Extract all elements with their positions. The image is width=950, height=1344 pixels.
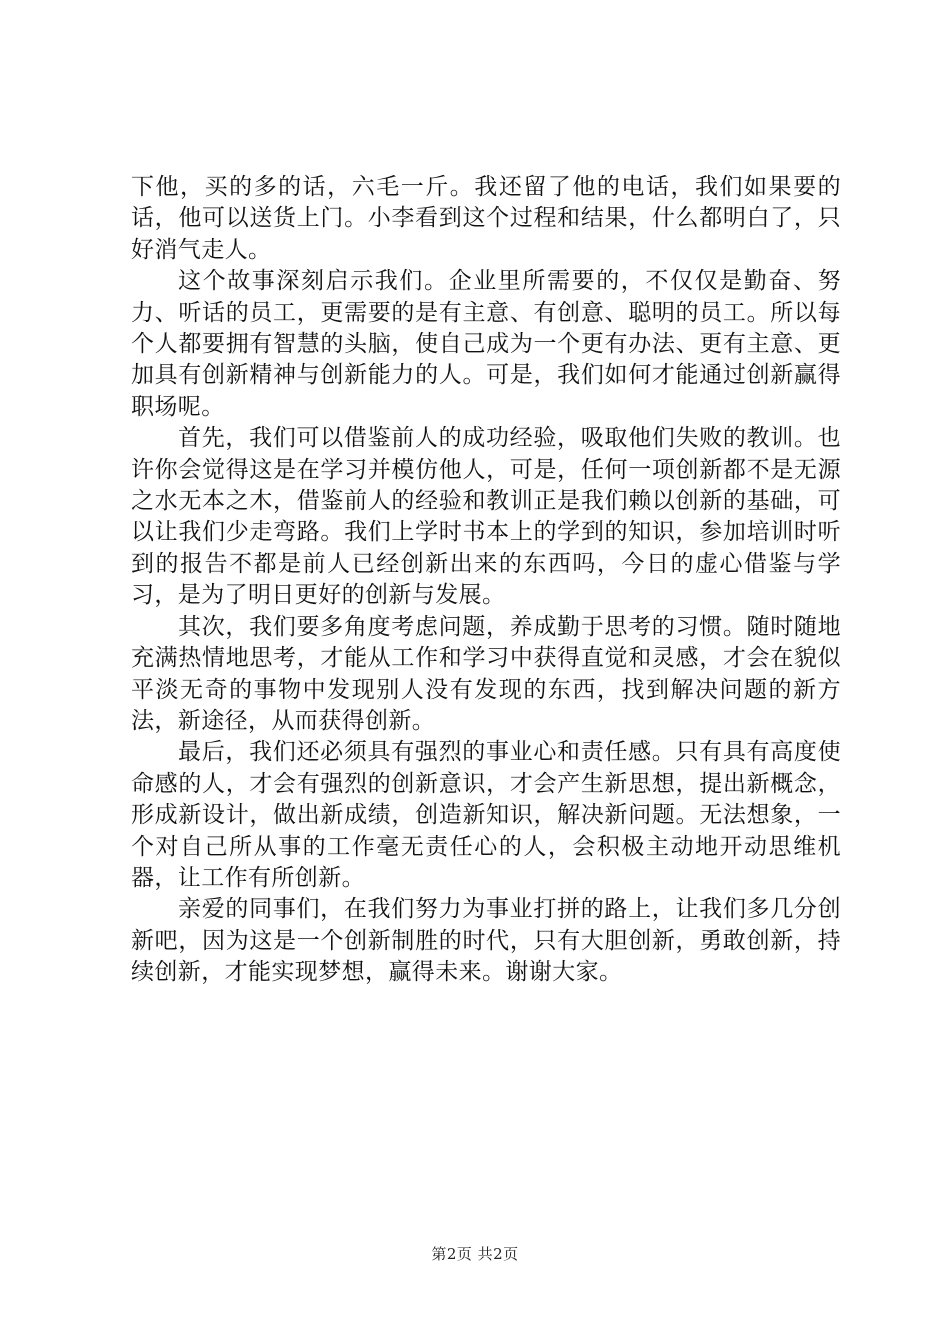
paragraph-continued: 下他，买的多的话，六毛一斤。我还留了他的电话，我们如果要的话，他可以送货上门。小李看到这个过程和结果，什么都明白了，只好消气走人。 [131,174,841,263]
paragraph-closing: 亲爱的同事们，在我们努力为事业打拼的路上，让我们多几分创新吧，因为这是一个创新制胜的时代，只有大胆创新，勇敢创新，持续创新，才能实现梦想，赢得未来。谢谢大家。 [131,896,841,986]
paragraph-story-lesson: 这个故事深刻启示我们。企业里所需要的，不仅仅是勤奋、努力、听话的员工，更需要的是有主意、有创意、聪明的员工。所以每个人都要拥有智慧的头脑，使自己成为一个更有办法、更有主意、更加具有创新精神与创新能力的人。可是，我们如何才能通过创新赢得职场呢。 [131,268,841,420]
paragraph-third-point: 最后，我们还必须具有强烈的事业心和责任感。只有具有高度使命感的人，才会有强烈的创新意识，才会产生新思想，提出新概念，形成新设计，做出新成绩，创造新知识，解决新问题。无法想象，一个对自己所从事的工作毫无责任心的人，会积极主动地开动思维机器，让工作有所创新。 [131,739,841,891]
page-number-footer: 第2页 共2页 [431,1245,519,1263]
paragraph-first-point: 首先，我们可以借鉴前人的成功经验，吸取他们失败的教训。也许你会觉得这是在学习并模仿他人，可是，任何一项创新都不是无源之水无本之木，借鉴前人的经验和教训正是我们赖以创新的基础，可以让我们少走弯路。我们上学时书本上的学到的知识，参加培训时听到的报告不都是前人已经创新出来的东西吗，今日的虚心借鉴与学习，是为了明日更好的创新与发展。 [131,425,841,609]
paragraph-second-point: 其次，我们要多角度考虑问题，养成勤于思考的习惯。随时随地充满热情地思考，才能从工作和学习中获得直觉和灵感，才会在貌似平淡无奇的事物中发现别人没有发现的东西，找到解决问题的新方法，新途径，从而获得创新。 [131,613,841,734]
document-body [131,172,841,989]
